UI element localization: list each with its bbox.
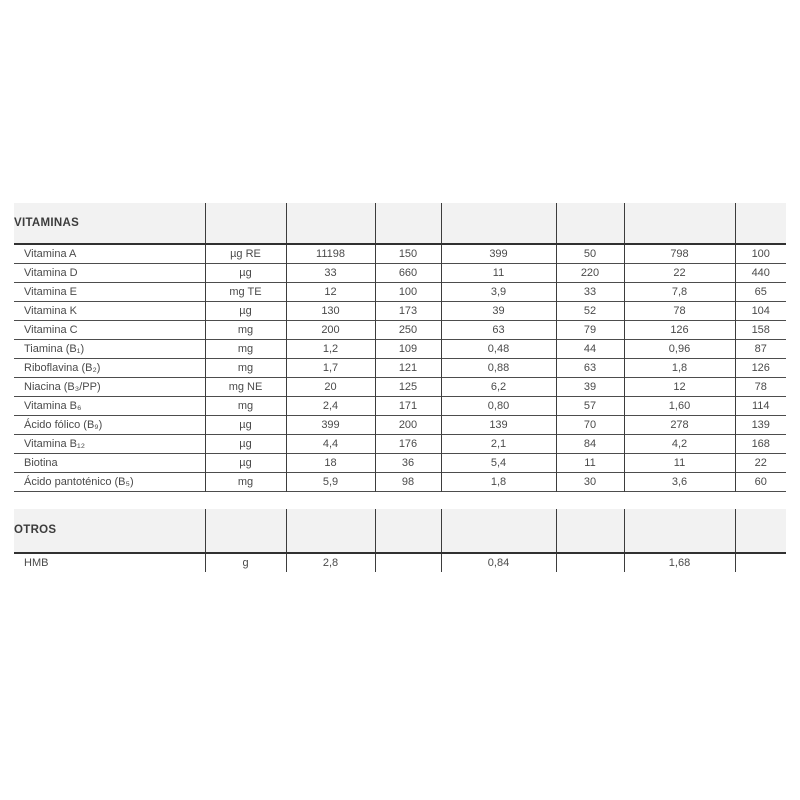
cell-value: 18 <box>286 453 375 472</box>
cell-value: 4,2 <box>624 434 735 453</box>
header-cell-empty <box>205 509 286 553</box>
cell-nutrient-name: Tiamina (B₁) <box>24 342 85 355</box>
cell-nutrient-name: Vitamina E <box>24 285 77 298</box>
cell-value: 168 <box>735 434 786 453</box>
header-cell-empty <box>735 203 786 244</box>
cell-value: 44 <box>556 339 624 358</box>
header-cell-empty <box>556 509 624 553</box>
cell-unit: mg <box>205 339 286 358</box>
table-row <box>14 415 786 434</box>
nutrition-tables <box>14 203 786 572</box>
table-row <box>14 553 786 572</box>
vitamins-table-body <box>14 244 786 491</box>
cell-value: 78 <box>735 377 786 396</box>
cell-value: 220 <box>556 263 624 282</box>
cell-value: 1,7 <box>286 358 375 377</box>
cell-value: 660 <box>375 263 441 282</box>
section-title-otros: OTROS <box>14 524 57 536</box>
cell-value: 39 <box>556 377 624 396</box>
cell-value: 60 <box>735 472 786 491</box>
cell-value: 109 <box>375 339 441 358</box>
cell-value: 104 <box>735 301 786 320</box>
cell-unit: µg <box>205 263 286 282</box>
cell-value: 200 <box>286 320 375 339</box>
cell-value: 12 <box>286 282 375 301</box>
cell-value: 126 <box>624 320 735 339</box>
cell-value: 63 <box>556 358 624 377</box>
cell-value: 4,4 <box>286 434 375 453</box>
cell-nutrient-name: Vitamina D <box>24 266 78 279</box>
cell-value: 139 <box>735 415 786 434</box>
cell-value: 150 <box>375 244 441 263</box>
cell-value: 6,2 <box>441 377 556 396</box>
header-cell-empty <box>441 509 556 553</box>
table-row <box>14 396 786 415</box>
cell-value: 0,48 <box>441 339 556 358</box>
table-row <box>14 263 786 282</box>
cell-value: 2,4 <box>286 396 375 415</box>
cell-unit: µg <box>205 301 286 320</box>
cell-unit: µg <box>205 415 286 434</box>
cell-nutrient-name: Vitamina A <box>24 247 77 260</box>
cell-value: 36 <box>375 453 441 472</box>
table-row <box>14 301 786 320</box>
header-cell-empty <box>624 203 735 244</box>
cell-value: 78 <box>624 301 735 320</box>
table-row <box>14 472 786 491</box>
cell-value: 50 <box>556 244 624 263</box>
cell-unit: mg <box>205 358 286 377</box>
header-cell-empty <box>205 203 286 244</box>
cell-value: 798 <box>624 244 735 263</box>
cell-value: 176 <box>375 434 441 453</box>
cell-value: 7,8 <box>624 282 735 301</box>
cell-unit: mg <box>205 472 286 491</box>
cell-value: 399 <box>441 244 556 263</box>
cell-value: 121 <box>375 358 441 377</box>
table-row <box>14 434 786 453</box>
cell-value: 87 <box>735 339 786 358</box>
cell-value: 114 <box>735 396 786 415</box>
cell-value: 22 <box>735 453 786 472</box>
vitamins-table <box>14 203 786 492</box>
cell-value: 20 <box>286 377 375 396</box>
cell-value: 440 <box>735 263 786 282</box>
section-header-row <box>14 509 786 553</box>
cell-value: 278 <box>624 415 735 434</box>
cell-value: 11198 <box>286 244 375 263</box>
header-cell-empty <box>286 203 375 244</box>
cell-unit: mg <box>205 320 286 339</box>
header-cell-empty <box>624 509 735 553</box>
header-cell-empty <box>375 203 441 244</box>
cell-nutrient-name: Niacina (B₃/PP) <box>24 380 101 393</box>
cell-value: 1,2 <box>286 339 375 358</box>
cell-value: 5,9 <box>286 472 375 491</box>
cell-value: 125 <box>375 377 441 396</box>
cell-value: 5,4 <box>441 453 556 472</box>
cell-value: 3,6 <box>624 472 735 491</box>
cell-value: 173 <box>375 301 441 320</box>
cell-value: 52 <box>556 301 624 320</box>
others-table-body <box>14 553 786 572</box>
cell-value: 33 <box>556 282 624 301</box>
cell-value: 0,88 <box>441 358 556 377</box>
cell-unit: g <box>205 553 286 572</box>
cell-unit: µg RE <box>205 244 286 263</box>
cell-nutrient-name: Biotina <box>24 456 58 469</box>
cell-value: 399 <box>286 415 375 434</box>
cell-nutrient-name: Ácido pantoténico (B₅) <box>24 475 134 488</box>
cell-value: 2,8 <box>286 553 375 572</box>
table-row <box>14 282 786 301</box>
header-cell-empty <box>375 509 441 553</box>
cell-unit: mg <box>205 396 286 415</box>
cell-nutrient-name: Vitamina B₆ <box>24 399 82 412</box>
cell-value: 200 <box>375 415 441 434</box>
header-cell-empty <box>735 509 786 553</box>
cell-value: 1,60 <box>624 396 735 415</box>
table-row <box>14 320 786 339</box>
cell-value: 98 <box>375 472 441 491</box>
cell-value <box>556 553 624 572</box>
cell-nutrient-name: Riboflavina (B₂) <box>24 361 101 374</box>
cell-unit: mg TE <box>205 282 286 301</box>
cell-value: 65 <box>735 282 786 301</box>
cell-value: 0,80 <box>441 396 556 415</box>
cell-value: 84 <box>556 434 624 453</box>
table-row <box>14 358 786 377</box>
cell-value: 79 <box>556 320 624 339</box>
table-row <box>14 453 786 472</box>
cell-value: 1,8 <box>624 358 735 377</box>
header-cell-empty <box>286 509 375 553</box>
cell-value <box>375 553 441 572</box>
cell-value: 250 <box>375 320 441 339</box>
cell-value: 70 <box>556 415 624 434</box>
table-row <box>14 244 786 263</box>
cell-value: 1,8 <box>441 472 556 491</box>
cell-value: 39 <box>441 301 556 320</box>
cell-value: 0,96 <box>624 339 735 358</box>
cell-value: 100 <box>735 244 786 263</box>
cell-value: 1,68 <box>624 553 735 572</box>
cell-nutrient-name: Vitamina C <box>24 323 78 336</box>
cell-value: 171 <box>375 396 441 415</box>
cell-nutrient-name: HMB <box>24 556 49 569</box>
cell-value: 11 <box>624 453 735 472</box>
cell-value: 57 <box>556 396 624 415</box>
cell-value: 63 <box>441 320 556 339</box>
cell-value: 11 <box>556 453 624 472</box>
cell-value: 0,84 <box>441 553 556 572</box>
cell-nutrient-name: Vitamina K <box>24 304 77 317</box>
cell-value: 158 <box>735 320 786 339</box>
cell-value: 12 <box>624 377 735 396</box>
cell-nutrient-name: Vitamina B₁₂ <box>24 437 85 450</box>
cell-unit: µg <box>205 434 286 453</box>
table-row <box>14 377 786 396</box>
cell-value: 22 <box>624 263 735 282</box>
header-cell-empty <box>556 203 624 244</box>
section-title-vitaminas: VITAMINAS <box>14 217 80 229</box>
cell-unit: µg <box>205 453 286 472</box>
cell-value: 2,1 <box>441 434 556 453</box>
cell-value: 100 <box>375 282 441 301</box>
cell-unit: mg NE <box>205 377 286 396</box>
cell-value: 3,9 <box>441 282 556 301</box>
cell-value <box>735 553 786 572</box>
cell-value: 33 <box>286 263 375 282</box>
cell-value: 11 <box>441 263 556 282</box>
others-table <box>14 509 786 572</box>
section-header-row <box>14 203 786 244</box>
cell-value: 126 <box>735 358 786 377</box>
table-row <box>14 339 786 358</box>
cell-nutrient-name: Ácido fólico (B₉) <box>24 418 103 431</box>
header-cell-empty <box>441 203 556 244</box>
cell-value: 130 <box>286 301 375 320</box>
cell-value: 30 <box>556 472 624 491</box>
cell-value: 139 <box>441 415 556 434</box>
